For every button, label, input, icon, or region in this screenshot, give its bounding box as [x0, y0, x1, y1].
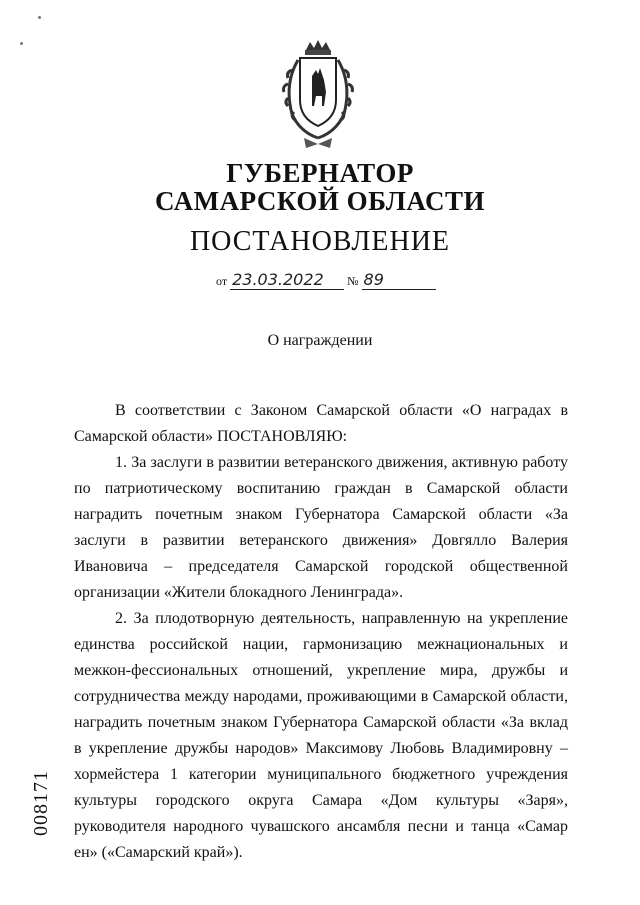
number-value: 89 — [363, 270, 384, 289]
org-title-line2: САМАРСКОЙ ОБЛАСТИ — [154, 186, 486, 216]
scan-speck — [38, 16, 41, 19]
preamble-paragraph: В соответствии с Законом Самарской области «О наградах в Самарской области» ПОСТАНОВЛЯЮ: — [74, 402, 568, 445]
doc-type-title: ПОСТАНОВЛЕНИЕ — [189, 226, 451, 257]
registration-number: 008171 — [30, 770, 52, 836]
date-value: 23.03.2022 — [232, 270, 324, 289]
scan-speck — [20, 42, 23, 45]
number-field — [362, 270, 436, 290]
date-prefix: от — [216, 274, 228, 288]
coat-of-arms-icon — [270, 40, 366, 152]
number-label: № — [347, 274, 359, 288]
paragraph-item-2: 2. За плодотворную деятельность, направленную на укрепление единства российской нации, гармонизацию межнациональных и межкон-фессиональных отношений, укрепление мира, дружбы и сотрудничества между народами, проживающими в Самарской области, наградить почетным знаком Губернатора Самарской области «За вклад в укрепление дружбы народов» Максимову Любовь Владимировну – хормейстера 1 категории муниципального бюджетного учреждения культуры городского округа Самара «Дом культуры «Заря», руководителя народного чувашского ансамбля песни и танца «Самар ен» («Самарский край»). — [74, 610, 568, 861]
date-number-line — [216, 270, 436, 290]
subject-line: О награждении — [267, 332, 373, 349]
date-field — [230, 270, 344, 290]
document-body — [74, 398, 568, 866]
paragraph-item-1: 1. За заслуги в развитии ветеранского движения, активную работу по патриотическому воспитанию граждан в Самарской области наградить почетным знаком Губернатора Самарской области «За заслуги в развитии ветеранского движения» Довгялло Валерия Ивановича – председателя Самарской городской общественной организации «Жители блокадного Ленинграда». — [74, 454, 568, 601]
org-title-line1: ГУБЕРНАТОР — [226, 158, 414, 188]
